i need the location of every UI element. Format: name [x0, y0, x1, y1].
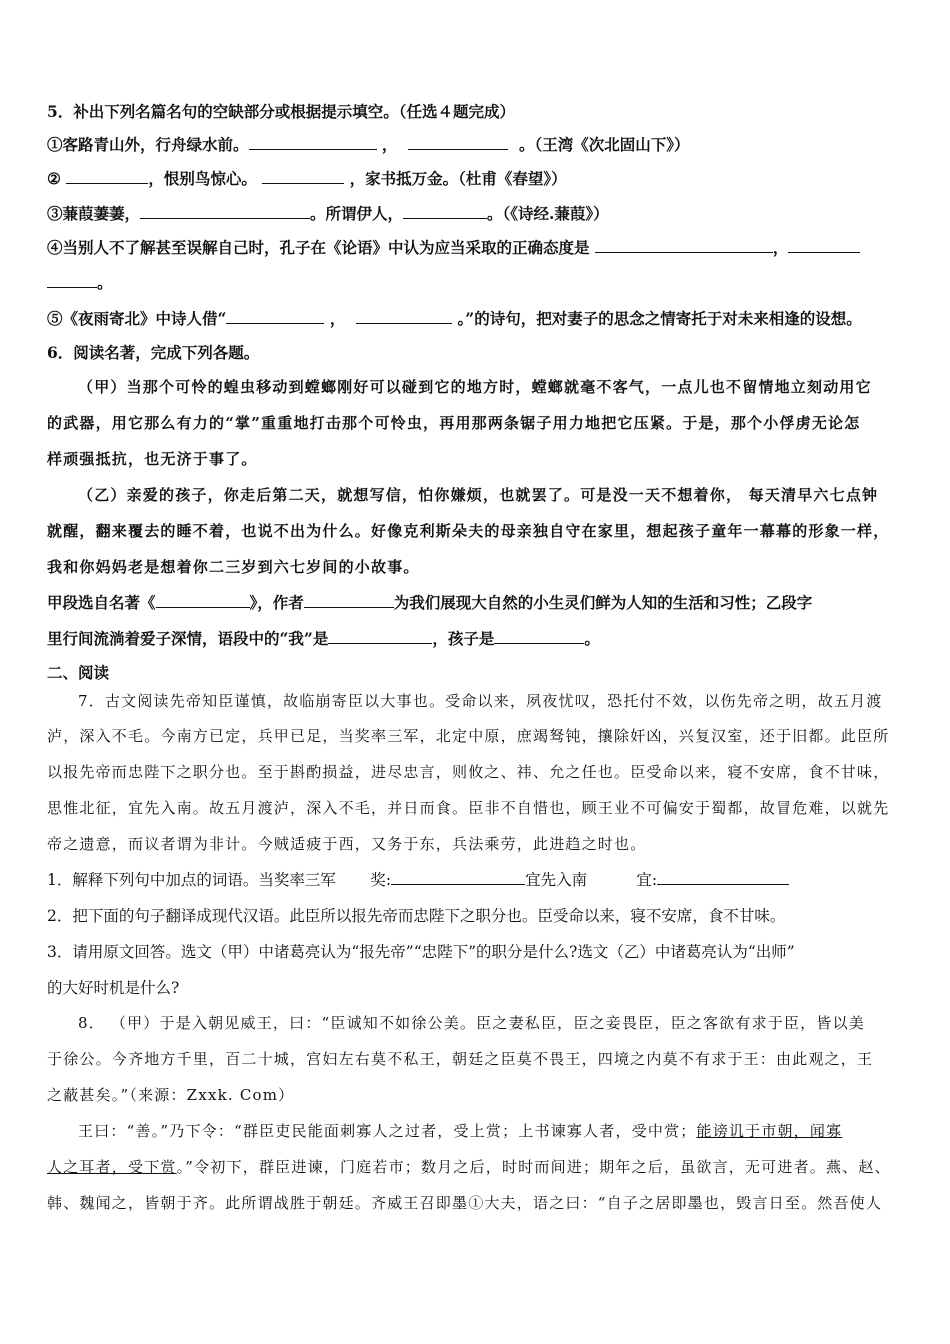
blank[interactable] [226, 309, 324, 324]
blank[interactable] [403, 204, 487, 219]
q5-item-1-source: 。（王湾《次北固山下》） [519, 135, 690, 154]
q5-item-5 [47, 308, 920, 330]
q8-underlined-sentence-cont: 人之耳者，受下赏 [47, 1158, 177, 1176]
q7-sub-3-cont: 的大好时机是什么? [47, 979, 180, 997]
q8-line-4-text: 王曰：“善。”乃下令：“群臣吏民能面刺寡人之过者，受上赏；上书谏寡人者，受中赏； [78, 1122, 697, 1140]
blank[interactable] [408, 135, 508, 150]
q8-passage-line-5 [47, 1156, 920, 1178]
q5-item-3-text: ③蒹葭萋萋， [47, 204, 141, 223]
q8-passage-line-2: 于徐公。今齐地方千里，百二十城，宫妇左右莫不私王，朝廷之臣莫不畏王，四境之内莫不有求于王：由此观之，王 [47, 1050, 874, 1068]
q6-title: 6．阅读名著，完成下列各题。 [47, 343, 260, 362]
q6-yi-line-1: （乙）亲爱的孩子，你走后第二天，就想写信，怕你嫌烦，也就罢了。可是没一天不想着你， 每天清早六七点钟 [78, 486, 879, 504]
q7-sub-3: 3．请用原文回答。选文（甲）中诸葛亮认为“报先帝”“忠陛下”的职分是什么?选文（乙）中诸葛亮认为“出师” [47, 943, 795, 961]
q7-sub-1 [47, 869, 920, 891]
blank[interactable] [788, 238, 860, 253]
blank[interactable] [391, 870, 525, 885]
q5-item-3-source: 。（《诗经.蒹葭》） [487, 204, 609, 223]
section-heading: 二、阅读 [47, 663, 110, 682]
q5-item-2-text: ，恨别鸟惊心。 [148, 169, 257, 188]
q5-item-4-end: 。 [97, 273, 113, 292]
blank[interactable] [262, 169, 344, 184]
q7-s1-label: 奖: [370, 871, 392, 889]
q5-item-3 [47, 203, 920, 225]
q6-yi-line-2: 就醒，翻来覆去的睡不着，也说不出为什么。好像克利斯朵夫的母亲独自守在家里，想起孩子童年一幕幕的形象一样， [47, 522, 890, 540]
q8-passage-line-4 [78, 1120, 920, 1142]
q8-passage-line-3: 之蔽甚矣。”（来源：Zxxk. Com） [47, 1086, 295, 1104]
blank[interactable] [657, 870, 789, 885]
q5-item-1-sep: ， [381, 135, 398, 154]
q8-line-5-text: 。”令初下，群臣进谏，门庭若市；数月之后，时时而间进；期年之后，虽欲言，无可进者。燕、赵、 [176, 1158, 891, 1176]
q5-item-3-text-2: 。所谓伊人， [310, 204, 404, 223]
blank[interactable] [494, 629, 584, 644]
q5-item-5-end: 。”的诗句，把对妻子的思念之情寄托于对未来相逢的设想。 [457, 309, 862, 328]
q5-item-4 [47, 237, 920, 259]
q7-passage-line-3: 以报先帝而忠陛下之职分也。至于斟酌损益，进尽忠言，则攸之、祎、允之任也。臣受命以来，寝不安席，食不甘味， [47, 763, 890, 781]
q6-q1-text-2: 》，作者 [249, 593, 304, 612]
q6-q2-text-2: ，孩子是 [432, 629, 495, 648]
q8-passage-line-6: 韩、魏闻之，皆朝于齐。此所谓战胜于朝廷。齐威王召即墨①大夫，语之曰：“自子之居即墨也，毁言日至。然吾使人 [47, 1194, 883, 1212]
q6-q1-text: 甲段选自名著《 [47, 593, 156, 612]
q5-item-4-text: ④当别人不了解甚至误解自己时，孔子在《论语》中认为应当采取的正确态度是 [47, 238, 590, 257]
q5-item-1-text: ①客路青山外，行舟绿水前。 [47, 135, 249, 154]
q6-jia-line-2: 的武器，用它那么有力的“掌”重重地打击那个可怜虫，再用那两条锯子用力地把它压紧。于是，那个小俘虏无论怎 [47, 414, 861, 432]
q5-item-2-source: ，家书抵万金。（杜甫《春望》） [349, 169, 567, 188]
blank[interactable] [140, 204, 310, 219]
q7-sub-2: 2．把下面的句子翻译成现代汉语。此臣所以报先帝而忠陛下之职分也。臣受命以来，寝不安席，食不甘味。 [47, 907, 786, 925]
blank[interactable] [156, 593, 250, 608]
blank[interactable] [47, 273, 97, 288]
q8-passage-line-1: 8． （甲）于是入朝见威王，曰：“臣诚知不如徐公美。臣之妻私臣，臣之妾畏臣，臣之客欲有求于臣，皆以美 [78, 1014, 865, 1032]
q7-s1-label-2: 宜: [636, 871, 658, 889]
q8-underlined-sentence: 能谤讥于市朝，闻寡 [696, 1122, 843, 1140]
q6-q1-text-3: 为我们展现大自然的小生灵们鲜为人知的生活和习性；乙段字 [393, 593, 813, 612]
q5-item-5-sep: ， [329, 309, 346, 328]
q7-passage-line-1: 7．古文阅读先帝知臣谨慎，故临崩寄臣以大事也。受命以来，夙夜忧叹，恐托付不效，以伤先帝之明，故五月渡 [78, 692, 883, 710]
blank[interactable] [356, 309, 452, 324]
blank[interactable] [595, 238, 773, 253]
blank[interactable] [249, 135, 377, 150]
q7-s1-text: 1．解释下列句中加点的词语。当奖率三军 [47, 871, 336, 889]
q5-item-4-sep: ， [772, 238, 789, 257]
blank[interactable] [328, 629, 432, 644]
q7-passage-line-4: 思惟北征，宜先入南。故五月渡泸，深入不毛，并日而食。臣非不自惜也，顾王业不可偏安于蜀都，故冒危难，以就先 [47, 799, 890, 817]
q6-yi-line-3: 我和你妈妈老是想着你二三岁到六七岁间的小故事。 [47, 558, 420, 576]
blank[interactable] [66, 169, 148, 184]
q6-q2-end: 。 [584, 629, 600, 648]
q5-item-4-cont [47, 272, 920, 294]
q5-item-1 [47, 134, 920, 156]
q7-passage-line-2: 泸，深入不毛。今南方已定，兵甲已足，当奖率三军，北定中原，庶竭驽钝，攘除奸凶，兴复汉室，还于旧都。此臣所 [47, 727, 890, 745]
q6-question-2 [47, 628, 920, 650]
q7-passage-line-5: 帝之遗意，而议者谓为非计。今贼适疲于西，又务于东，兵法乘劳，此进趋之时也。 [47, 835, 647, 853]
q6-jia-line-1: （甲）当那个可怜的蝗虫移动到螳螂刚好可以碰到它的地方时，螳螂就毫不客气，一点儿也不留情地立刻动用它 [78, 378, 872, 396]
q6-jia-line-3: 样顽强抵抗，也无济于事了。 [47, 450, 258, 468]
q5-item-2-num: ② [47, 169, 61, 188]
q6-question-1 [47, 592, 920, 614]
blank[interactable] [304, 593, 394, 608]
q5-item-5-text: ⑤《夜雨寄北》中诗人借“ [47, 309, 227, 328]
q7-s1-text-2: 宜先入南 [525, 871, 588, 889]
q5-title: 5．补出下列名篇名句的空缺部分或根据提示填空。（任选４题完成） [47, 102, 516, 121]
q5-item-2 [47, 168, 920, 190]
q6-q2-text: 里行间流淌着爱子深情，语段中的“我”是 [47, 629, 329, 648]
